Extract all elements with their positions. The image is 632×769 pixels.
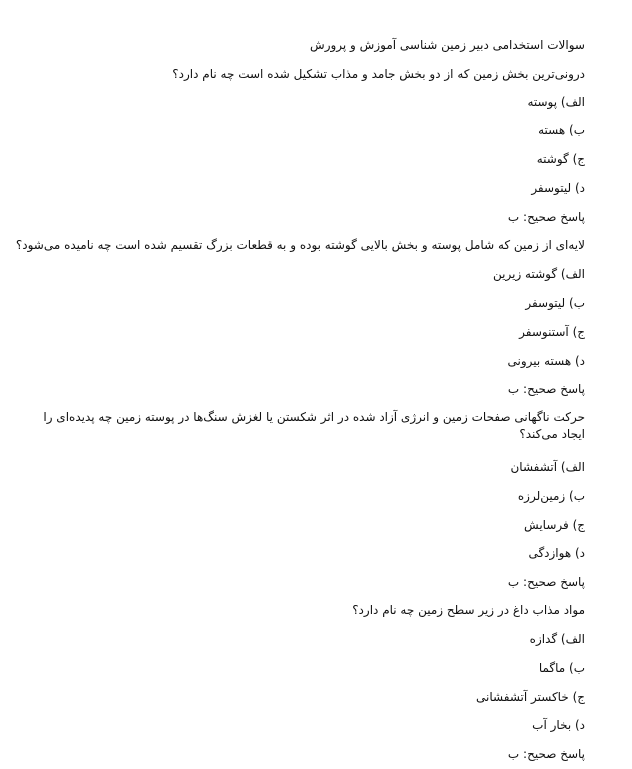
question-2: لایه‌ای از زمین که شامل پوسته و بخش بالایی گوشته بوده و به قطعات بزرگ تقسیم شده است چه نامیده می‌شود؟ bbox=[15, 238, 585, 252]
q2-option-a: الف) گوشته زیرین bbox=[493, 267, 585, 281]
q4-option-a: الف) گدازه bbox=[529, 632, 585, 646]
q1-answer: پاسخ صحیح: ب bbox=[507, 210, 585, 224]
question-3: حرکت ناگهانی صفحات زمین و انرژی آزاد شده در اثر شکستن یا لغزش سنگ‌ها در پوسته زمین چه پدیده‌ای را ایجاد می‌کند؟ bbox=[43, 410, 585, 441]
q4-option-c: ج) خاکستر آتشفشانی bbox=[476, 690, 585, 704]
q3-option-a: الف) آتشفشان bbox=[510, 460, 585, 474]
q1-option-b: ب) هسته bbox=[538, 123, 585, 137]
q2-option-c: ج) آستنوسفر bbox=[519, 325, 585, 339]
q4-option-d: د) بخار آب bbox=[532, 718, 585, 732]
q1-option-a: الف) پوسته bbox=[527, 95, 585, 109]
question-4: مواد مذاب داغ در زیر سطح زمین چه نام دارد؟ bbox=[352, 603, 585, 617]
q4-answer: پاسخ صحیح: ب bbox=[507, 747, 585, 761]
q2-option-b: ب) لیتوسفر bbox=[525, 296, 585, 310]
q3-answer: پاسخ صحیح: ب bbox=[507, 575, 585, 589]
q3-option-c: ج) فرسایش bbox=[524, 518, 585, 532]
q3-option-b: ب) زمین‌لرزه bbox=[517, 489, 585, 503]
q4-option-b: ب) ماگما bbox=[538, 661, 585, 675]
question-1: درونی‌ترین بخش زمین که از دو بخش جامد و مذاب تشکیل شده است چه نام دارد؟ bbox=[172, 67, 585, 81]
document-title: سوالات استخدامی دبیر زمین شناسی آموزش و پرورش bbox=[310, 38, 585, 52]
q1-option-c: ج) گوشته bbox=[536, 152, 585, 166]
q2-option-d: د) هسته بیرونی bbox=[507, 354, 585, 368]
q3-option-d: د) هوازدگی bbox=[528, 546, 585, 560]
q2-answer: پاسخ صحیح: ب bbox=[507, 382, 585, 396]
q1-option-d: د) لیتوسفر bbox=[531, 181, 585, 195]
